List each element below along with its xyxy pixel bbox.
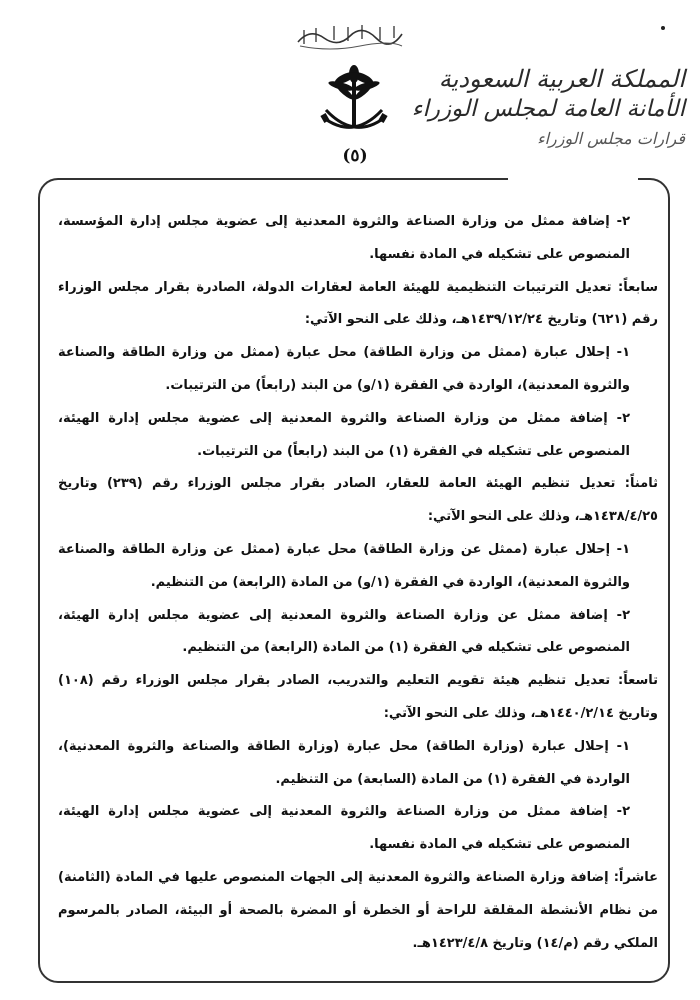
document-body xyxy=(58,206,658,960)
basmala-calligraphy xyxy=(290,18,410,54)
letterhead-country: المملكة العربية السعودية xyxy=(438,65,685,93)
letterhead-decisions: قرارات مجلس الوزراء xyxy=(537,129,685,149)
section-heading: ثامناً: تعديل تنظيم الهيئة العامة للعقار، الصادر بقرار مجلس الوزراء رقم (٢٣٩) وتاريخ ١٤٣٨/٤/٢٥هـ، وذلك على النحو الآتي: xyxy=(58,476,658,525)
section-heading: تاسعاً: تعديل تنظيم هيئة تقويم التعليم والتدريب، الصادر بقرار مجلس الوزراء رقم (١٠٨) وتاريخ ١٤٤٠/٢/١٤هـ، وذلك على النحو الآتي: xyxy=(58,673,658,721)
frame-label-gap xyxy=(508,171,638,185)
section-heading: عاشراً: إضافة وزارة الصناعة والثروة المعدنية إلى الجهات المنصوص عليها في المادة (الثامنة) من نظام الأنشطة المقلقة للراحة أو الخطرة أو المضرة بالصحة أو البيئة، الصادر بالمرسوم الملكي رقم (م/١٤) وتاريخ ١٤٢٣/٤/٨هـ. xyxy=(58,869,658,951)
letterhead-secretariat: الأمانة العامة لمجلس الوزراء xyxy=(411,95,685,122)
list-item: ١- إحلال عبارة (ممثل من وزارة الطاقة) محل عبارة (ممثل من وزارة الطاقة والصناعة والثروة المعدنية)، الواردة في الفقرة (١/و) من البند (رابعاً) من الترتيبات. xyxy=(58,345,630,393)
letterhead xyxy=(411,65,685,149)
list-item: ٢- إضافة ممثل من وزارة الصناعة والثروة المعدنية إلى عضوية مجلس إدارة الهيئة، المنصوص على تشكيله في المادة نفسها. xyxy=(58,804,630,853)
list-item: ٢- إضافة ممثل من وزارة الصناعة والثروة المعدنية إلى عضوية مجلس إدارة الهيئة، المنصوص على تشكيله في الفقرة (١) من البند (رابعاً) من الترتيبات. xyxy=(58,410,630,459)
section-heading: سابعاً: تعديل الترتيبات التنظيمية للهيئة العامة لعقارات الدولة، الصادرة بقرار مجلس الوزراء رقم (٦٢١) وتاريخ ١٤٣٩/١٢/٢٤هـ، وذلك على النحو الآتي: xyxy=(58,279,658,328)
list-item: ٢- إضافة ممثل من وزارة الصناعة والثروة المعدنية إلى عضوية مجلس إدارة المؤسسة، المنصوص على تشكيله في المادة نفسها. xyxy=(58,214,630,262)
list-item: ٢- إضافة ممثل عن وزارة الصناعة والثروة المعدنية إلى عضوية مجلس إدارة الهيئة، المنصوص على تشكيله في الفقرة (١) من المادة (الرابعة) من التنظيم. xyxy=(58,607,630,656)
list-item: ١- إحلال عبارة (وزارة الطاقة) محل عبارة (وزارة الطاقة والصناعة والثروة المعدنية)، الواردة في الفقرة (١) من المادة (السابعة) من التنظيم. xyxy=(58,738,630,787)
page-corner-dot xyxy=(661,26,665,30)
page-number: (٥) xyxy=(342,146,368,166)
list-item: ١- إحلال عبارة (ممثل عن وزارة الطاقة) محل عبارة (ممثل عن وزارة الطاقة والصناعة والثروة المعدنية)، الواردة في الفقرة (١/و) من المادة (الرابعة) من التنظيم. xyxy=(58,541,630,590)
saudi-emblem-icon xyxy=(318,64,390,144)
